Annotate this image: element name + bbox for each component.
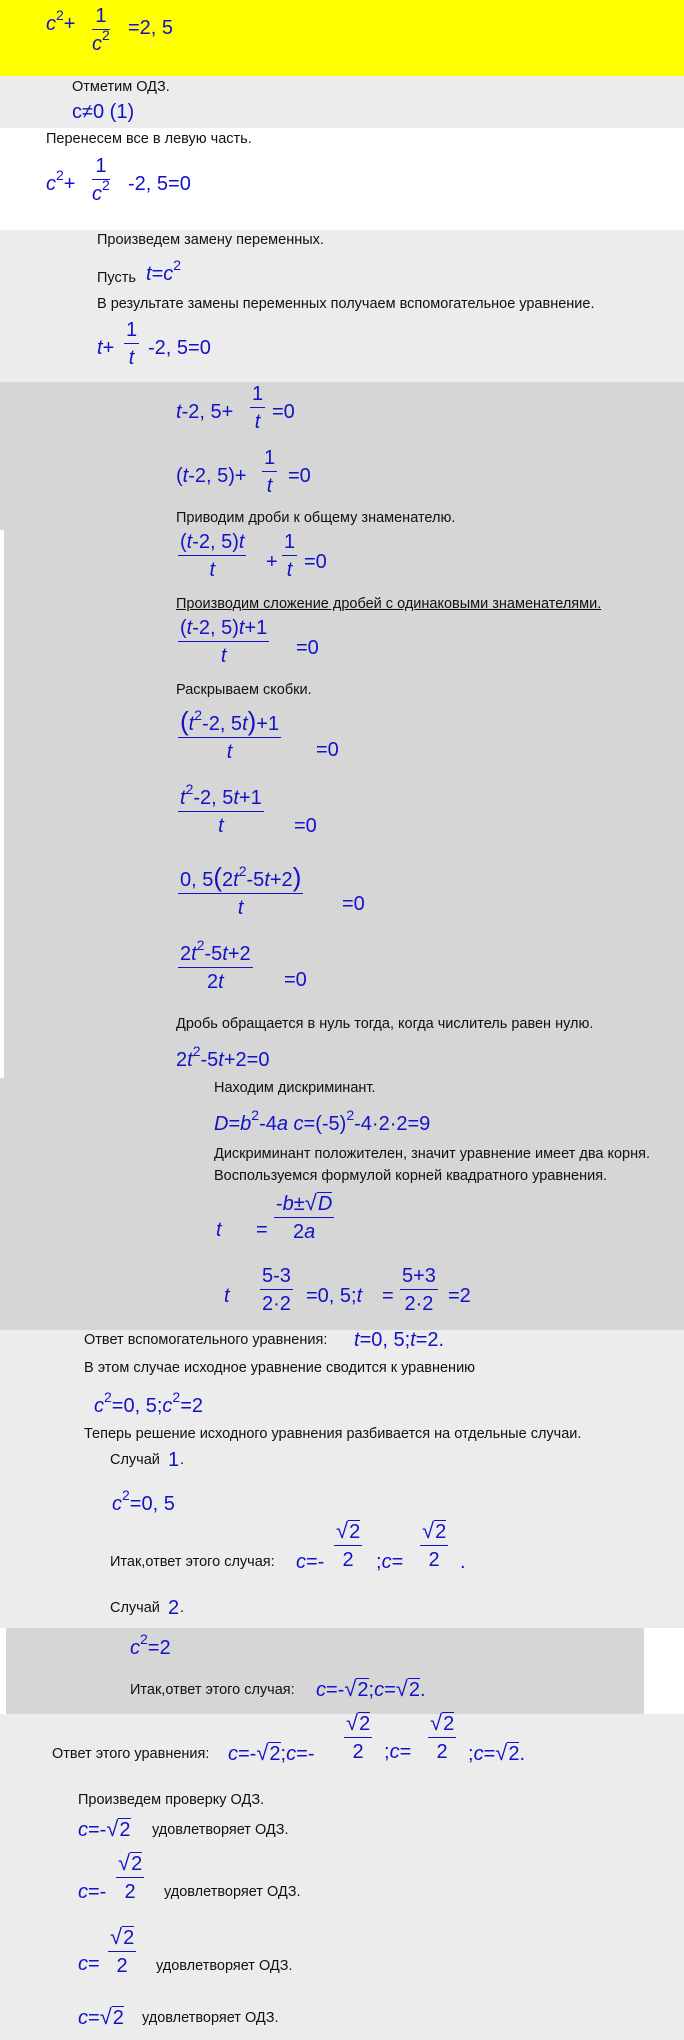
disc-pos-label: Дискриминант положителен, значит уравнение имеет два корня. (214, 1146, 650, 1162)
eq-quadratic: $2t^2-5t+2=0$ (176, 1043, 270, 1071)
transform-white-left (0, 530, 4, 1078)
expand-label: Раскрываем скобки. (176, 682, 312, 698)
aux-result-label: В результате замены переменных получаем вспомогательное уравнение. (97, 296, 595, 312)
let-label: Пусть (97, 270, 136, 286)
odz-condition: c≠0 (1) (72, 101, 135, 123)
case2-band (6, 1628, 644, 1714)
move-left-label: Перенесем все в левую часть. (46, 131, 252, 147)
transform-band-2 (0, 530, 684, 1078)
split-label: Теперь решение исходного уравнения разбивается на отдельные случаи. (84, 1426, 582, 1442)
reduces-label: В этом случае исходное уравнение сводится к уравнению (84, 1360, 476, 1376)
quad-formula-label: Воспользуемся формулой корней квадратного уравнения. (214, 1168, 608, 1184)
eq-case2: $c^2=2$ (130, 1631, 171, 1659)
eq-reduced: $c^2=0$, $5;c^2=2$ (94, 1389, 204, 1417)
transform-band (0, 382, 684, 530)
common-den-label: Приводим дроби к общему знаменателю. (176, 510, 456, 526)
substitution-label: Произведем замену переменных. (97, 232, 324, 248)
zero-num-label: Дробь обращается в нуль тогда, когда числитель равен нулю. (176, 1016, 594, 1032)
let-expression: $t=c^2$ (146, 257, 182, 285)
eq-discriminant: $D=b^2-4a$ $c=(-5)^2-4\cdot 2\cdot 2=9$ (214, 1107, 431, 1135)
find-disc-label: Находим дискриминант. (214, 1080, 376, 1096)
eq-case1: $c^2=0$, 5 (112, 1487, 175, 1515)
odz-label: Отметим ОДЗ. (72, 79, 170, 95)
add-fracs-label: Производим сложение дробей с одинаковыми знаменателями. (176, 596, 602, 612)
check-odz-label: Произведем проверку ОДЗ. (78, 1792, 265, 1808)
